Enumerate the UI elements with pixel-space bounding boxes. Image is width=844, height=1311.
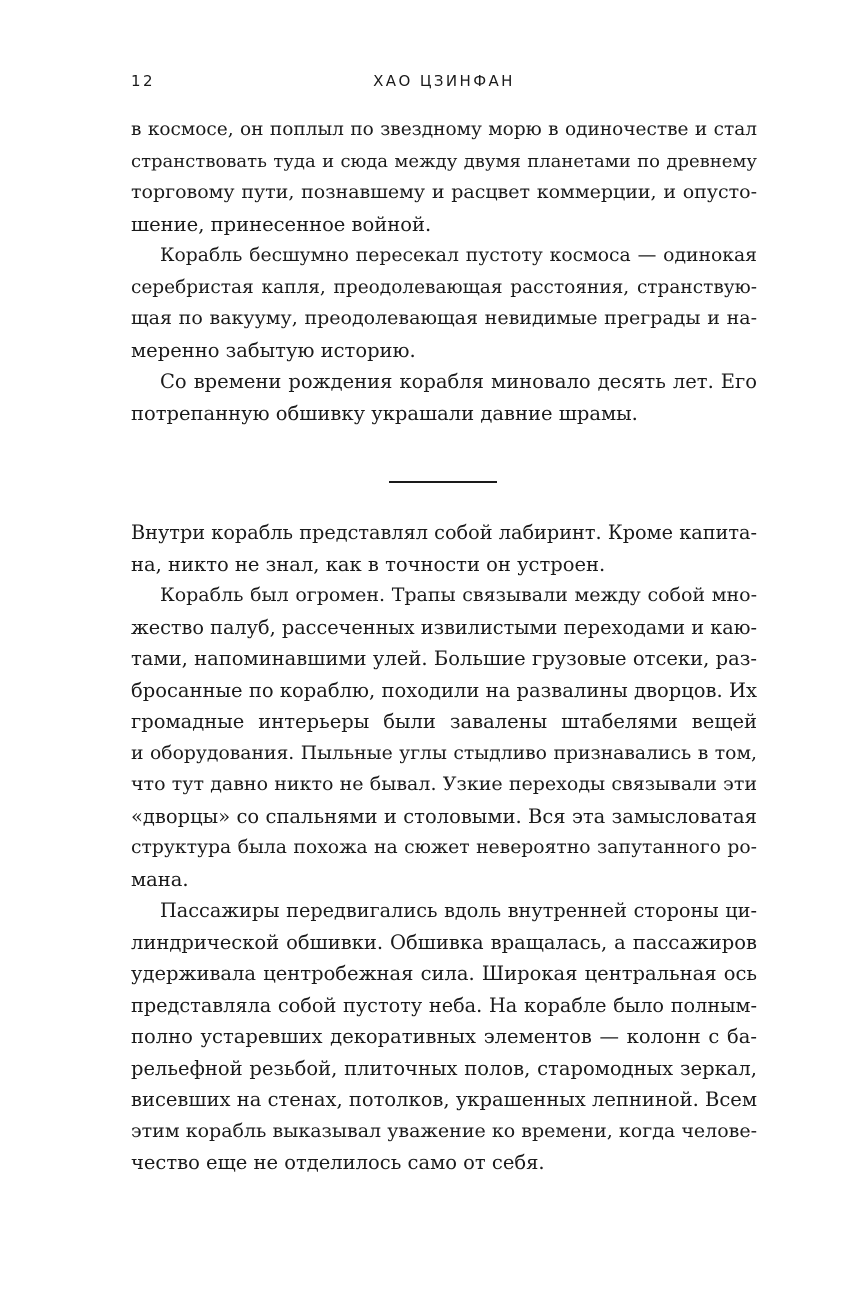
text-line: жество палуб, рассеченных извилистыми переходами и каю-	[131, 615, 757, 639]
running-head-author: ХАО ЦЗИНФАН	[373, 72, 515, 90]
text-line: потрепанную обшивку украшали давние шрамы.	[131, 401, 638, 425]
text-line: серебристая капля, преодолевающая расстояния, странствую-	[131, 276, 757, 298]
text-line: чество еще не отделилось само от себя.	[131, 1151, 545, 1174]
text-line: «дворцы» со спальнями и столовыми. Вся эта замысловатая	[131, 804, 757, 828]
text-line: этим корабль выказывал уважение ко времени, когда челове-	[131, 1119, 757, 1142]
text-line: Со времени рождения корабля миновало десять лет. Его	[160, 370, 757, 393]
paragraph	[131, 240, 757, 366]
text-line: шение, принесенное войной.	[131, 212, 432, 236]
text-line: представляла собой пустоту неба. На корабле было полным-	[131, 993, 757, 1017]
text-line: полно устаревших декоративных элементов — колонн с ба-	[131, 1025, 757, 1048]
text-line: меренно забытую историю.	[131, 338, 416, 362]
text-line: Пассажиры передвигались вдоль внутренней стороны ци-	[160, 899, 757, 922]
paragraph	[131, 517, 757, 580]
paragraph	[131, 114, 757, 240]
text-line: и оборудования. Пыльные углы стыдливо признавались в том,	[131, 742, 757, 764]
text-line: щая по вакууму, преодолевающая невидимые преграды и на-	[131, 307, 757, 329]
paragraph	[131, 580, 757, 895]
text-line: бросанные по кораблю, походили на развалины дворцов. Их	[131, 678, 757, 702]
text-line: мана.	[131, 867, 189, 891]
section-break-rule	[389, 481, 497, 483]
running-head	[131, 72, 757, 98]
paragraph	[131, 366, 757, 429]
text-line: линдрической обшивки. Обшивка вращалась, а пассажиров	[131, 930, 757, 954]
text-line: Внутри корабль представлял собой лабиринт. Кроме капита-	[131, 521, 757, 544]
text-line: висевших на стенах, потолков, украшенных лепниной. Всем	[131, 1088, 757, 1111]
text-block-after-break	[131, 517, 757, 1179]
text-block-before-break	[131, 114, 757, 429]
text-line: удерживала центробежная сила. Широкая центральная ось	[131, 962, 757, 985]
text-line: Корабль был огромен. Трапы связывали между собой мно-	[160, 584, 757, 606]
text-line: структура была похожа на сюжет невероятно запутанного ро-	[131, 837, 757, 858]
text-line: Корабль бесшумно пересекал пустоту космоса — одинокая	[160, 245, 757, 266]
text-line: странствовать туда и сюда между двумя планетами по древнему	[131, 150, 757, 172]
text-line: на, никто не знал, как в точности он устроен.	[131, 552, 606, 576]
text-line: громадные интерьеры были завалены штабелями вещей	[131, 710, 757, 733]
text-line: торговому пути, познавшему и расцвет коммерции, и опусто-	[131, 181, 757, 203]
text-line: тами, напоминавшими улей. Большие грузовые отсеки, раз-	[131, 647, 757, 670]
text-line: в космосе, он поплыл по звездному морю в одиночестве и стал	[131, 119, 757, 140]
paragraph	[131, 895, 757, 1179]
page-number: 12	[131, 72, 155, 90]
text-line: что тут давно никто не бывал. Узкие переходы связывали эти	[131, 773, 757, 795]
text-line: рельефной резьбой, плиточных полов, старомодных зеркал,	[131, 1056, 757, 1080]
